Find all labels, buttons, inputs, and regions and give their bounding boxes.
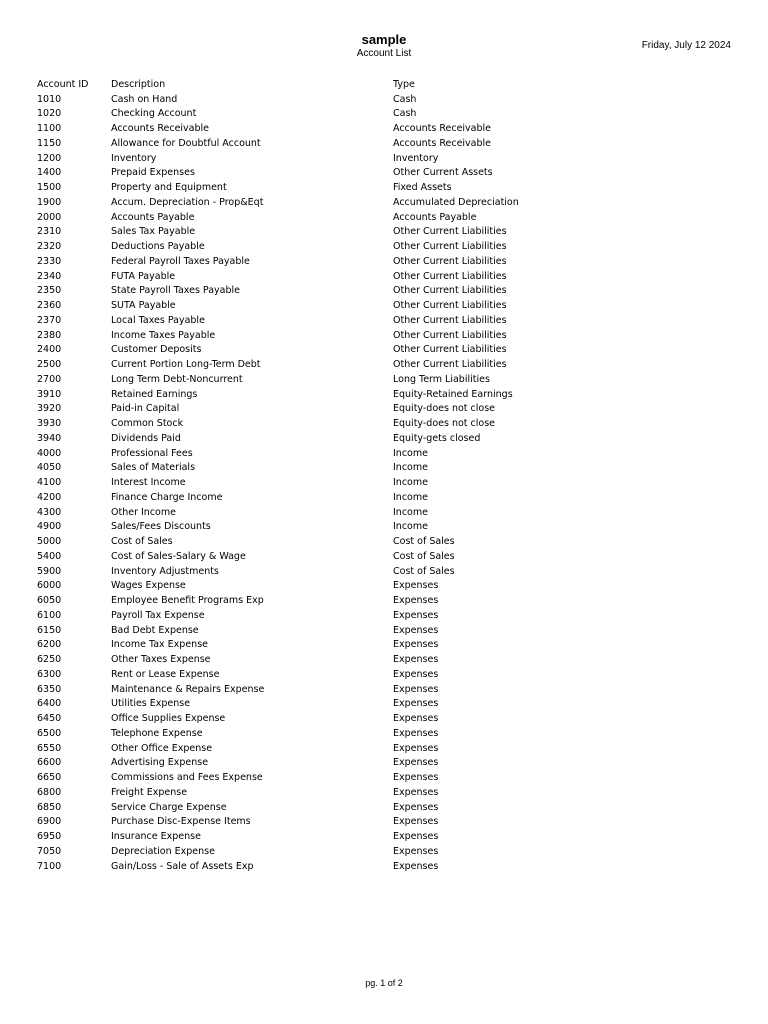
account-description: Customer Deposits: [111, 344, 202, 356]
account-id: 6900: [37, 816, 62, 828]
account-row: [0, 727, 768, 742]
account-list: [0, 93, 768, 875]
account-description: Finance Charge Income: [111, 491, 223, 503]
account-id: 2000: [37, 211, 62, 223]
account-type: Accumulated Depreciation: [393, 196, 519, 208]
account-type: Income: [393, 506, 428, 518]
account-description: Prepaid Expenses: [111, 167, 195, 179]
account-row: [0, 609, 768, 624]
account-description: Accum. Depreciation - Prop&Eqt: [111, 196, 264, 208]
account-description: Insurance Expense: [111, 831, 201, 842]
account-description: Other Income: [111, 506, 176, 518]
account-row: [0, 801, 768, 816]
account-id: 1400: [37, 167, 62, 179]
account-description: Bad Debt Expense: [111, 624, 199, 636]
account-type: Fixed Assets: [393, 182, 452, 193]
account-type: Expenses: [393, 698, 439, 710]
account-type: Cost of Sales: [393, 565, 455, 577]
account-description: Cost of Sales: [111, 536, 173, 547]
account-description: Accounts Receivable: [111, 123, 210, 134]
column-header-description: Description: [111, 79, 166, 90]
account-description: Payroll Tax Expense: [111, 609, 205, 621]
account-row: [0, 550, 768, 565]
account-id: 6150: [37, 624, 62, 636]
account-type: Cost of Sales: [393, 536, 455, 547]
account-row: [0, 388, 768, 403]
account-description: Commissions and Fees Expense: [111, 772, 263, 783]
account-type: Expenses: [393, 624, 439, 636]
account-id: 2350: [37, 285, 62, 297]
account-id: 6600: [37, 757, 62, 769]
account-id: 2340: [37, 270, 62, 282]
report-title: Account List: [356, 48, 412, 59]
account-row: [0, 594, 768, 609]
account-id: 4000: [37, 447, 62, 459]
account-id: 6350: [37, 683, 62, 695]
account-description: SUTA Payable: [111, 300, 176, 311]
account-description: Checking Account: [111, 108, 197, 120]
account-description: Freight Expense: [111, 786, 188, 798]
account-row: [0, 402, 768, 417]
account-type: Expenses: [393, 580, 439, 592]
column-header-account-id: Account ID: [37, 79, 89, 90]
account-type: Other Current Assets: [393, 167, 493, 179]
account-description: Dividends Paid: [111, 432, 181, 444]
account-type: Other Current Liabilities: [393, 344, 507, 356]
account-type: Accounts Payable: [393, 211, 477, 223]
account-row: [0, 299, 768, 314]
account-description: Other Office Expense: [111, 742, 213, 754]
account-id: 1900: [37, 196, 62, 208]
account-description: Long Term Debt-Noncurrent: [111, 373, 243, 385]
account-row: [0, 107, 768, 122]
account-description: Other Taxes Expense: [111, 654, 211, 665]
account-id: 3920: [37, 403, 62, 415]
account-id: 6000: [37, 580, 62, 592]
account-description: Purchase Disc-Expense Items: [111, 816, 251, 828]
account-row: [0, 845, 768, 860]
account-type: Other Current Liabilities: [393, 241, 507, 252]
account-description: Sales/Fees Discounts: [111, 521, 211, 533]
account-description: Sales of Materials: [111, 462, 196, 474]
account-description: Depreciation Expense: [111, 845, 215, 857]
account-row: [0, 638, 768, 653]
account-id: 2400: [37, 344, 62, 356]
account-type: Expenses: [393, 801, 439, 813]
account-id: 6250: [37, 654, 62, 665]
account-type: Expenses: [393, 727, 439, 739]
account-description: Utilities Expense: [111, 698, 191, 710]
account-row: [0, 461, 768, 476]
account-type: Accounts Receivable: [393, 123, 492, 134]
account-description: Wages Expense: [111, 580, 186, 592]
account-type: Other Current Liabilities: [393, 329, 507, 341]
account-type: Expenses: [393, 786, 439, 798]
account-type: Other Current Liabilities: [393, 255, 507, 267]
account-description: Professional Fees: [111, 447, 193, 459]
account-id: 4300: [37, 506, 62, 518]
account-description: Local Taxes Payable: [111, 314, 205, 326]
account-row: [0, 181, 768, 196]
account-type: Equity-does not close: [393, 403, 496, 415]
account-type: Cash: [393, 108, 417, 120]
account-id: 1200: [37, 152, 62, 164]
account-description: Deductions Payable: [111, 241, 205, 252]
account-description: Current Portion Long-Term Debt: [111, 359, 261, 370]
account-row: [0, 211, 768, 226]
account-row: [0, 284, 768, 299]
account-type: Accounts Receivable: [393, 137, 492, 149]
account-type: Expenses: [393, 609, 439, 621]
account-id: 6100: [37, 609, 62, 621]
account-row: [0, 255, 768, 270]
account-row: [0, 166, 768, 181]
account-row: [0, 624, 768, 639]
account-description: Income Taxes Payable: [111, 329, 216, 341]
account-row: [0, 683, 768, 698]
account-id: 2320: [37, 241, 62, 252]
account-row: [0, 93, 768, 108]
account-type: Expenses: [393, 831, 439, 842]
account-description: Paid-in Capital: [111, 403, 180, 415]
account-id: 6200: [37, 639, 62, 651]
account-row: [0, 742, 768, 757]
account-row: [0, 137, 768, 152]
account-row: [0, 373, 768, 388]
account-type: Expenses: [393, 772, 439, 783]
account-id: 6450: [37, 713, 62, 724]
company-name: sample: [361, 32, 407, 47]
account-id: 6050: [37, 595, 62, 606]
account-type: Expenses: [393, 639, 439, 651]
account-id: 6950: [37, 831, 62, 842]
account-id: 6300: [37, 668, 62, 680]
account-row: [0, 535, 768, 550]
account-row: [0, 225, 768, 240]
account-row: [0, 122, 768, 137]
account-row: [0, 697, 768, 712]
account-description: Allowance for Doubtful Account: [111, 137, 261, 149]
account-description: Gain/Loss - Sale of Assets Exp: [111, 860, 254, 872]
account-id: 7050: [37, 845, 62, 857]
account-type: Expenses: [393, 742, 439, 754]
account-id: 6650: [37, 772, 62, 783]
account-id: 1010: [37, 93, 62, 105]
account-type: Expenses: [393, 654, 439, 665]
account-id: 4050: [37, 462, 62, 474]
account-type: Income: [393, 521, 428, 533]
account-type: Expenses: [393, 845, 439, 857]
account-id: 2700: [37, 373, 62, 385]
account-type: Expenses: [393, 757, 439, 769]
account-type: Equity-gets closed: [393, 432, 481, 444]
account-row: [0, 240, 768, 255]
account-description: Employee Benefit Programs Exp: [111, 595, 264, 606]
account-id: 4900: [37, 521, 62, 533]
account-row: [0, 417, 768, 432]
account-description: Service Charge Expense: [111, 801, 227, 813]
account-id: 6850: [37, 801, 62, 813]
account-row: [0, 476, 768, 491]
account-id: 4100: [37, 477, 62, 488]
account-description: Advertising Expense: [111, 757, 209, 769]
account-id: 3940: [37, 432, 62, 444]
account-description: Maintenance & Repairs Expense: [111, 683, 265, 695]
account-type: Inventory: [393, 152, 439, 164]
account-description: Retained Earnings: [111, 388, 198, 400]
account-description: Cost of Sales-Salary & Wage: [111, 550, 246, 562]
account-row: [0, 712, 768, 727]
account-row: [0, 815, 768, 830]
account-description: Cash on Hand: [111, 93, 178, 105]
account-type: Other Current Liabilities: [393, 226, 507, 238]
account-row: [0, 152, 768, 167]
account-description: FUTA Payable: [111, 270, 176, 282]
account-type: Other Current Liabilities: [393, 270, 507, 282]
account-row: [0, 447, 768, 462]
account-row: [0, 830, 768, 845]
account-description: Sales Tax Payable: [111, 226, 196, 238]
account-id: 5900: [37, 565, 62, 577]
account-id: 1500: [37, 182, 62, 193]
account-id: 1100: [37, 123, 62, 134]
account-id: 2500: [37, 359, 62, 370]
account-description: Telephone Expense: [111, 727, 203, 739]
account-type: Income: [393, 491, 428, 503]
account-type: Income: [393, 462, 428, 474]
account-description: Accounts Payable: [111, 211, 195, 223]
account-id: 2310: [37, 226, 62, 238]
account-row: [0, 786, 768, 801]
account-type: Other Current Liabilities: [393, 314, 507, 326]
report-date: Friday, July 12 2024: [641, 40, 731, 51]
account-type: Cash: [393, 93, 417, 105]
column-header-type: Type: [393, 79, 415, 90]
account-id: 4200: [37, 491, 62, 503]
account-type: Expenses: [393, 860, 439, 872]
account-id: 7100: [37, 860, 62, 872]
account-type: Equity-does not close: [393, 418, 496, 429]
account-type: Expenses: [393, 713, 439, 724]
account-row: [0, 506, 768, 521]
column-headers: [0, 78, 768, 93]
account-type: Cost of Sales: [393, 550, 455, 562]
account-row: [0, 520, 768, 535]
account-description: Inventory Adjustments: [111, 565, 219, 577]
account-id: 6550: [37, 742, 62, 754]
account-description: Property and Equipment: [111, 182, 227, 193]
account-id: 1150: [37, 137, 62, 149]
account-type: Equity-Retained Earnings: [393, 388, 513, 400]
account-description: Federal Payroll Taxes Payable: [111, 255, 250, 267]
account-row: [0, 491, 768, 506]
account-row: [0, 579, 768, 594]
account-id: 3930: [37, 418, 62, 429]
account-description: Inventory: [111, 152, 157, 164]
account-row: [0, 270, 768, 285]
account-row: [0, 196, 768, 211]
account-row: [0, 653, 768, 668]
account-id: 6500: [37, 727, 62, 739]
account-type: Other Current Liabilities: [393, 300, 507, 311]
account-description: Common Stock: [111, 418, 184, 429]
account-description: Office Supplies Expense: [111, 713, 226, 724]
account-row: [0, 771, 768, 786]
account-id: 2330: [37, 255, 62, 267]
account-type: Expenses: [393, 595, 439, 606]
account-id: 2370: [37, 314, 62, 326]
account-description: State Payroll Taxes Payable: [111, 285, 240, 297]
page-number: pg. 1 of 2: [365, 978, 403, 988]
account-row: [0, 756, 768, 771]
account-row: [0, 432, 768, 447]
account-id: 5400: [37, 550, 62, 562]
account-row: [0, 314, 768, 329]
account-row: [0, 860, 768, 875]
account-id: 2380: [37, 329, 62, 341]
account-row: [0, 329, 768, 344]
account-type: Long Term Liabilities: [393, 373, 490, 385]
account-description: Income Tax Expense: [111, 639, 208, 651]
account-description: Rent or Lease Expense: [111, 668, 220, 680]
account-type: Expenses: [393, 816, 439, 828]
account-row: [0, 358, 768, 373]
account-type: Other Current Liabilities: [393, 359, 507, 370]
account-type: Expenses: [393, 683, 439, 695]
account-row: [0, 565, 768, 580]
account-type: Income: [393, 447, 428, 459]
account-id: 6400: [37, 698, 62, 710]
account-id: 2360: [37, 300, 62, 311]
account-id: 5000: [37, 536, 62, 547]
account-row: [0, 343, 768, 358]
account-type: Income: [393, 477, 428, 488]
account-id: 6800: [37, 786, 62, 798]
account-id: 1020: [37, 108, 62, 120]
account-row: [0, 668, 768, 683]
account-description: Interest Income: [111, 477, 186, 488]
account-id: 3910: [37, 388, 62, 400]
account-type: Expenses: [393, 668, 439, 680]
account-type: Other Current Liabilities: [393, 285, 507, 297]
